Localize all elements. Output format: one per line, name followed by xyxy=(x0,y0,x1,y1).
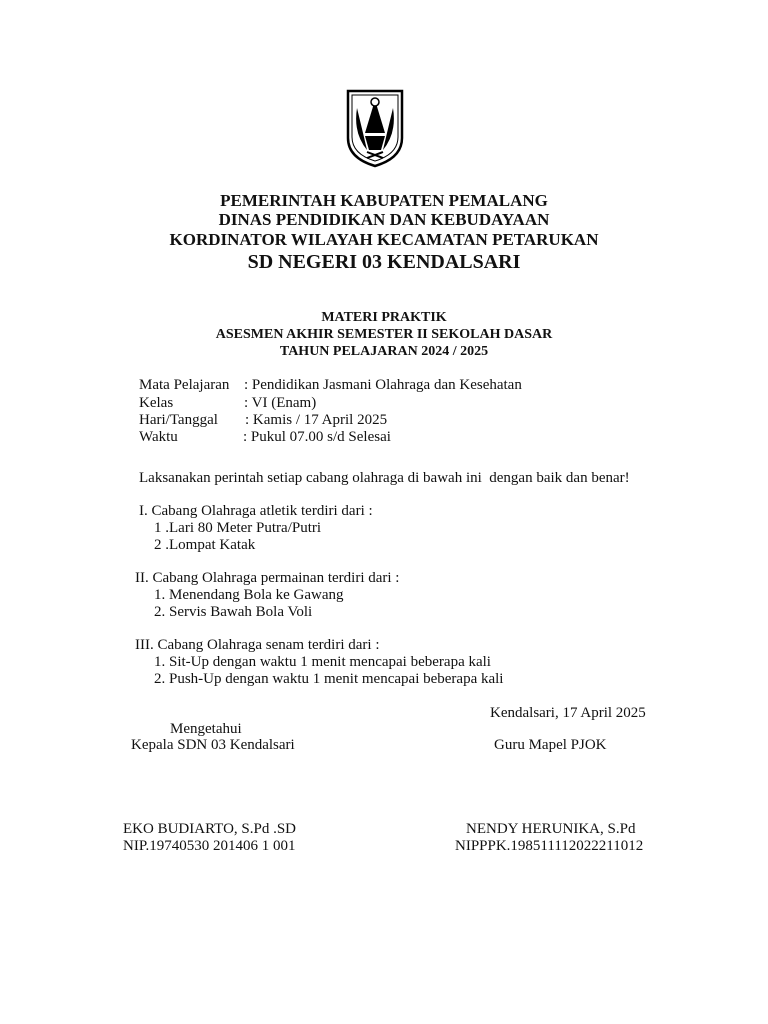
info-label-time: Waktu xyxy=(139,429,178,445)
section-item: 2. Push-Up dengan waktu 1 menit mencapai beberapa kali xyxy=(154,671,504,687)
info-value-class: : VI (Enam) xyxy=(244,395,317,411)
header-government: PEMERINTAH KABUPATEN PEMALANG xyxy=(220,191,548,210)
info-value-subject: : Pendidikan Jasmani Olahraga dan Kesehatan xyxy=(244,377,522,393)
signature-right-role: Guru Mapel PJOK xyxy=(494,737,607,753)
signature-right-id: NIPPPK.198511112022211012 xyxy=(455,838,644,854)
signature-acknowledged: Mengetahui xyxy=(170,721,242,737)
instruction-text: Laksanakan perintah setiap cabang olahraga di bawah ini dengan baik dan benar! xyxy=(139,470,630,486)
signature-right-name: NENDY HERUNIKA, S.Pd xyxy=(466,821,636,837)
signature-left-id: NIP.19740530 201406 1 001 xyxy=(123,838,296,854)
info-value-date: : Kamis / 17 April 2025 xyxy=(245,412,388,428)
doc-title: MATERI PRAKTIK xyxy=(321,310,447,325)
signature-left-role: Kepala SDN 03 Kendalsari xyxy=(131,737,295,753)
section-item: 1. Sit-Up dengan waktu 1 menit mencapai beberapa kali xyxy=(154,654,491,670)
doc-year: TAHUN PELAJARAN 2024 / 2025 xyxy=(279,344,489,359)
section-item: 1. Menendang Bola ke Gawang xyxy=(154,587,344,603)
section-heading: III. Cabang Olahraga senam terdiri dari : xyxy=(135,637,380,653)
header-coordinator: KORDINATOR WILAYAH KECAMATAN PETARUKAN xyxy=(169,230,599,249)
info-label-class: Kelas xyxy=(139,395,174,411)
signature-left-name: EKO BUDIARTO, S.Pd .SD xyxy=(123,821,297,837)
school-name: SD NEGERI 03 KENDALSARI xyxy=(247,251,521,273)
info-label-date: Hari/Tanggal xyxy=(139,412,218,428)
section-heading: II. Cabang Olahraga permainan terdiri dari : xyxy=(135,570,400,586)
signature-place-date: Kendalsari, 17 April 2025 xyxy=(490,705,646,721)
section-heading: I. Cabang Olahraga atletik terdiri dari : xyxy=(139,503,373,519)
info-value-time: : Pukul 07.00 s/d Selesai xyxy=(243,429,391,445)
section-item: 2. Servis Bawah Bola Voli xyxy=(154,604,313,620)
regency-emblem-logo xyxy=(345,88,405,168)
section-item: 1 .Lari 80 Meter Putra/Putri xyxy=(154,520,322,536)
info-label-subject: Mata Pelajaran xyxy=(139,377,230,393)
section-item: 2 .Lompat Katak xyxy=(154,537,256,553)
doc-subtitle: ASESMEN AKHIR SEMESTER II SEKOLAH DASAR xyxy=(215,327,553,342)
header-department: DINAS PENDIDIKAN DAN KEBUDAYAAN xyxy=(218,210,550,229)
